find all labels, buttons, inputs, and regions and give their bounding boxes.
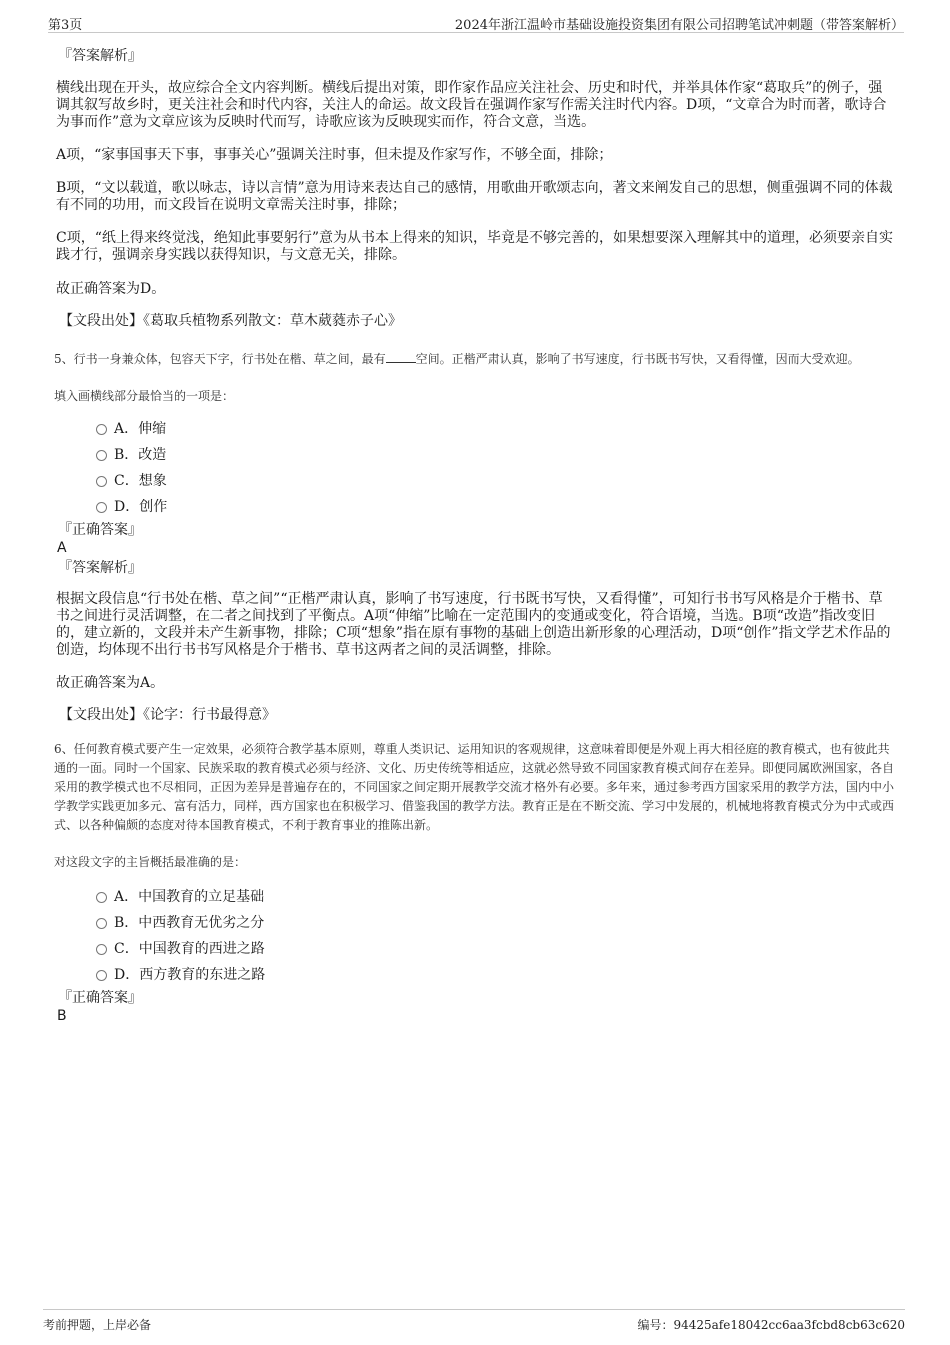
page-header — [48, 10, 904, 33]
option-b[interactable] — [56, 910, 896, 936]
radio-button-icon[interactable] — [96, 502, 107, 513]
question-text — [54, 350, 896, 369]
radio-button-icon[interactable] — [96, 892, 107, 903]
option-a[interactable] — [56, 416, 896, 442]
option-d[interactable] — [56, 494, 896, 520]
document-id: 编号：94425afe18042cc6aa3fcbd8cb63c620 — [637, 1318, 905, 1332]
radio-button-icon[interactable] — [96, 944, 107, 955]
conclusion-text: 故正确答案为D。 — [56, 281, 166, 297]
question-prompt: 对这段文字的主旨概括最准确的是： — [54, 855, 247, 869]
question-text-part: 空间。正楷严肃认真，影响了书写速度，行书既书写快，又看得懂，因而大受欢迎。 — [415, 352, 860, 366]
option-label: A．伸缩 — [114, 421, 167, 437]
option-c[interactable] — [56, 468, 896, 494]
analysis-heading: 『答案解析』 — [58, 48, 142, 64]
option-label: B．改造 — [114, 447, 167, 463]
option-c[interactable] — [56, 936, 896, 962]
option-label: C．中国教育的西进之路 — [114, 941, 265, 957]
answer-heading: 『正确答案』 — [58, 990, 142, 1006]
page-footer — [43, 1309, 905, 1336]
analysis-paragraph: 根据文段信息“行书处在楷、草之间”“正楷严肃认真，影响了书写速度，行书既书写快，又看得懂”，可知行书书写风格是介于楷书、草书之间进行灵活调整，在二者之间找到了平衡点。A项“伸缩”比喻在一定范围内的变通或变化，符合语境，当选。B项“改造”指改变旧的，建立新的，文段并未产生新事物，排除；C项“想象”指在原有事物的基础上创造出新形象的心理活动，D项“创作”指文学艺术作品的创造，均体现不出行书书写风格是介于楷书、草书这两者之间的灵活调整，排除。 — [56, 591, 891, 658]
option-label: A．中国教育的立足基础 — [114, 889, 265, 905]
option-label: C．想象 — [114, 473, 167, 489]
radio-button-icon[interactable] — [96, 424, 107, 435]
option-b[interactable] — [56, 442, 896, 468]
radio-button-icon[interactable] — [96, 918, 107, 929]
page-number: 第3页 — [48, 18, 83, 33]
radio-button-icon[interactable] — [96, 476, 107, 487]
analysis-paragraph: 横线出现在开头，故应综合全文内容判断。横线后提出对策，即作家作品应关注社会、历史和时代，并举具体作家“葛取兵”的例子，强调其叙写故乡时，更关注社会和时代内容，关注人的命运。故文段旨在强调作家写作需关注时代内容。D项，“文章合为时而著，歌诗合为事而作”意为文章应该为反映时代而写，诗歌应该为反映现实而作，符合文意，当选。 — [56, 80, 887, 130]
option-list — [56, 884, 896, 988]
question-text-part: 5、行书一身兼众体，包容天下字，行书处在楷、草之间，最有 — [54, 352, 386, 366]
analysis-heading: 『答案解析』 — [58, 560, 142, 576]
conclusion-text: 故正确答案为A。 — [56, 675, 165, 691]
analysis-paragraph: C项，“纸上得来终觉浅，绝知此事要躬行”意为从书本上得来的知识，毕竟是不够完善的，如果想要深入理解其中的道理，必须要亲自实践才行，强调亲身实践以获得知识，与文意无关，排除。 — [56, 230, 894, 263]
document-title: 2024年浙江温岭市基础设施投资集团有限公司招聘笔试冲刺题（带答案解析） — [454, 18, 904, 33]
correct-answer: B — [57, 1008, 67, 1024]
option-label: D．西方教育的东进之路 — [114, 967, 266, 983]
radio-button-icon[interactable] — [96, 970, 107, 981]
analysis-paragraph: A项，“家事国事天下事，事事关心”强调关注时事，但未提及作家写作，不够全面，排除； — [56, 147, 613, 163]
answer-heading: 『正确答案』 — [58, 522, 142, 538]
source-citation: 【文段出处】《葛取兵植物系列散文：草木葳蕤赤子心》 — [59, 313, 402, 329]
option-d[interactable] — [56, 962, 896, 988]
option-label: B．中西教育无优劣之分 — [114, 915, 265, 931]
source-citation: 【文段出处】《论字：行书最得意》 — [59, 707, 276, 723]
option-label: D．创作 — [114, 499, 168, 515]
correct-answer: A — [57, 540, 67, 556]
analysis-paragraph: B项，“文以载道，歌以咏志，诗以言情”意为用诗来表达自己的感情，用歌曲开歌颂志向，著文来阐发自己的思想，侧重强调不同的体裁有不同的功用，而文段旨在说明文章需关注时事，排除； — [56, 180, 893, 213]
option-a[interactable] — [56, 884, 896, 910]
option-list — [56, 416, 896, 520]
page-content — [56, 46, 896, 1024]
fill-blank — [386, 350, 416, 363]
footer-slogan: 考前押题，上岸必备 — [43, 1318, 152, 1332]
radio-button-icon[interactable] — [96, 450, 107, 461]
question-text: 6、任何教育模式要产生一定效果，必须符合教学基本原则，尊重人类识记、运用知识的客观规律，这意味着即便是外观上再大相径庭的教育模式，也有彼此共通的一面。同时一个国家、民族采取的教育模式必须与经济、文化、历史传统等相适应，这就必然导致不同国家教育模式间存在差异。即便同属欧洲国家，各自采用的教学模式也不尽相同，正因为差异是普遍存在的，不同国家之间定期开展教学交流才格外有必要。多年来，通过参考西方国家采用的教学方法，国内中小学教学实践更加多元、富有活力，同样，西方国家也在积极学习、借鉴我国的教学方法。教育正是在不断交流、学习中发展的，机械地将教育模式分为中式或西式、以各种偏颇的态度对待本国教育模式，不利于教育事业的推陈出新。 — [54, 742, 895, 832]
question-prompt: 填入画横线部分最恰当的一项是： — [54, 389, 235, 403]
